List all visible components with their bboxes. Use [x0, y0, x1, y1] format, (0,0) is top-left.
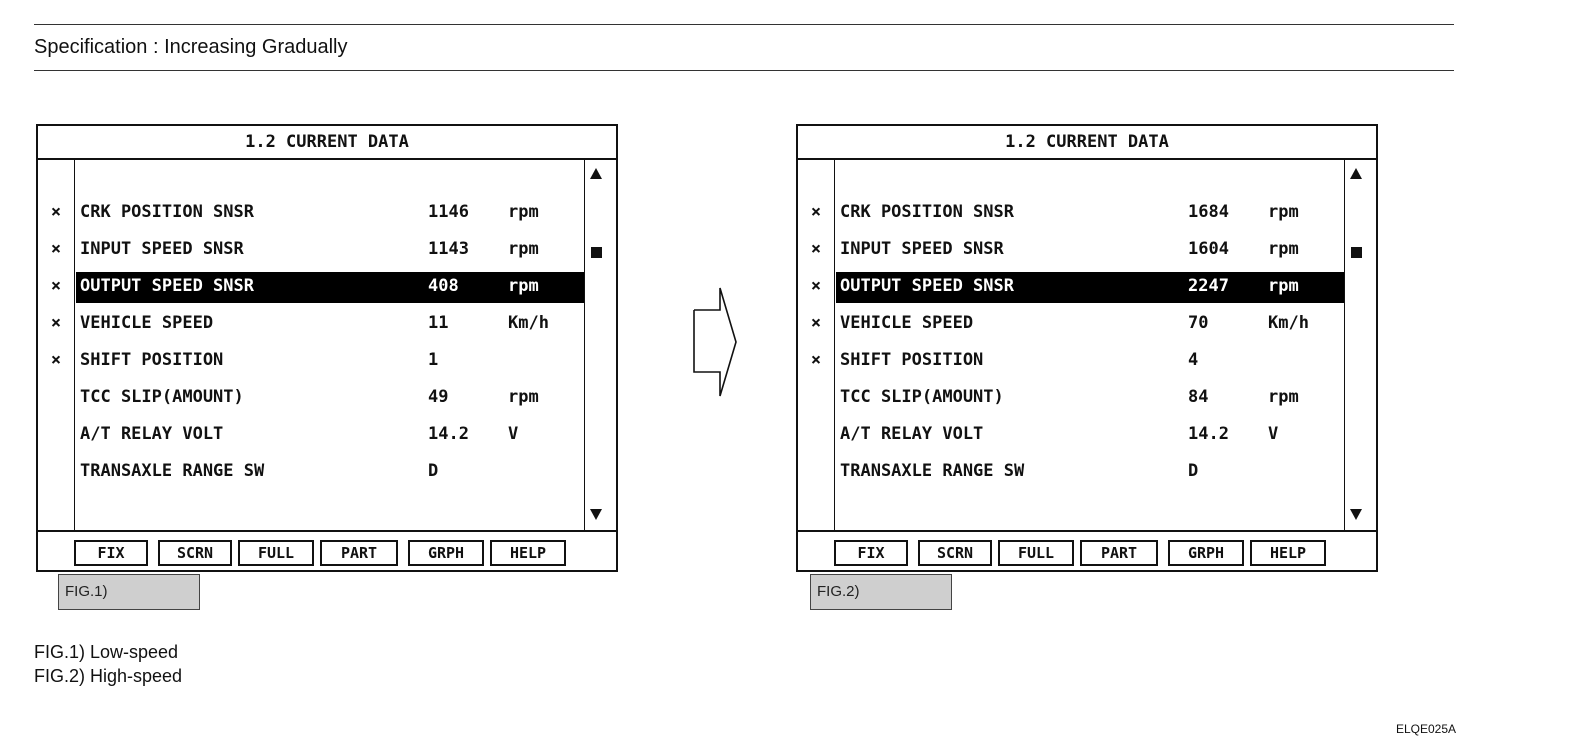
row-label: SHIFT POSITION — [80, 350, 224, 370]
row-unit: rpm — [1268, 239, 1299, 259]
scroll-down-arrow-icon[interactable] — [1350, 509, 1362, 520]
row-label: OUTPUT SPEED SNSR — [840, 276, 1014, 296]
scroll-up-arrow-icon[interactable] — [1350, 168, 1362, 179]
fix-button[interactable]: FIX — [834, 540, 908, 566]
row-label: CRK POSITION SNSR — [840, 202, 1014, 222]
data-row-tcc-slip[interactable] — [38, 381, 584, 418]
fix-mark: × — [50, 276, 62, 296]
data-row-vehicle-speed[interactable] — [798, 307, 1344, 344]
fix-mark: × — [50, 239, 62, 259]
row-label: VEHICLE SPEED — [80, 313, 214, 333]
function-bar-divider — [38, 530, 616, 532]
help-button[interactable]: HELP — [490, 540, 566, 566]
row-label: SHIFT POSITION — [840, 350, 984, 370]
data-list — [798, 196, 1344, 492]
right-arrow-icon — [690, 286, 740, 398]
data-row-crk-position[interactable] — [38, 196, 584, 233]
row-value: 84 — [1188, 387, 1209, 407]
data-row-at-relay-volt[interactable] — [798, 418, 1344, 455]
fix-mark: × — [810, 276, 822, 296]
scrollbar-thumb[interactable] — [591, 247, 602, 258]
row-value: 1143 — [428, 239, 469, 259]
row-value: D — [1188, 461, 1199, 481]
caption-fig2: FIG.2) High-speed — [34, 666, 183, 686]
row-value: 11 — [428, 313, 449, 333]
row-unit: Km/h — [1268, 313, 1309, 333]
row-value: 2247 — [1188, 276, 1229, 296]
fix-mark: × — [50, 202, 62, 222]
row-unit: V — [1268, 424, 1279, 444]
row-unit: rpm — [1268, 276, 1299, 296]
row-label: A/T RELAY VOLT — [80, 424, 224, 444]
data-row-output-speed-selected[interactable] — [38, 270, 584, 307]
row-unit: rpm — [508, 202, 539, 222]
row-unit: rpm — [1268, 202, 1299, 222]
data-row-crk-position[interactable] — [798, 196, 1344, 233]
row-unit: rpm — [508, 387, 539, 407]
row-unit: V — [508, 424, 519, 444]
row-value: 408 — [428, 276, 459, 296]
fix-mark: × — [810, 350, 822, 370]
data-row-transaxle-range[interactable] — [38, 455, 584, 492]
scrn-button[interactable]: SCRN — [158, 540, 232, 566]
row-value: 1146 — [428, 202, 469, 222]
figure-code: ELQE025A — [1395, 722, 1456, 736]
row-unit: rpm — [1268, 387, 1299, 407]
part-button[interactable]: PART — [1080, 540, 1158, 566]
row-label: INPUT SPEED SNSR — [840, 239, 1004, 259]
row-value: 70 — [1188, 313, 1209, 333]
scroll-column-divider — [584, 159, 585, 531]
row-value: D — [428, 461, 439, 481]
current-data-panel-2 — [796, 124, 1378, 572]
row-value: 14.2 — [428, 424, 469, 444]
row-unit: Km/h — [508, 313, 549, 333]
row-label: VEHICLE SPEED — [840, 313, 974, 333]
specification-text: Specification : Increasing Gradually — [34, 36, 348, 58]
help-button[interactable]: HELP — [1250, 540, 1326, 566]
row-value: 1604 — [1188, 239, 1229, 259]
panel-title: 1.2 CURRENT DATA — [798, 126, 1376, 160]
function-bar-divider — [798, 530, 1376, 532]
scroll-up-arrow-icon[interactable] — [590, 168, 602, 179]
row-label: CRK POSITION SNSR — [80, 202, 254, 222]
row-label: TCC SLIP(AMOUNT) — [840, 387, 1004, 407]
data-row-tcc-slip[interactable] — [798, 381, 1344, 418]
scroll-down-arrow-icon[interactable] — [590, 509, 602, 520]
figure-tag-2: FIG.2) — [810, 574, 952, 610]
caption-fig1: FIG.1) Low-speed — [34, 642, 179, 662]
row-value: 4 — [1188, 350, 1199, 370]
row-value: 1684 — [1188, 202, 1229, 222]
data-list — [38, 196, 584, 492]
row-label: TCC SLIP(AMOUNT) — [80, 387, 244, 407]
row-value: 14.2 — [1188, 424, 1229, 444]
top-rule — [34, 24, 1454, 25]
scrollbar-thumb[interactable] — [1351, 247, 1362, 258]
fix-mark: × — [50, 350, 62, 370]
fix-mark: × — [810, 202, 822, 222]
data-row-input-speed[interactable] — [38, 233, 584, 270]
fix-button[interactable]: FIX — [74, 540, 148, 566]
row-label: TRANSAXLE RANGE SW — [840, 461, 1025, 481]
data-row-input-speed[interactable] — [798, 233, 1344, 270]
row-value: 49 — [428, 387, 449, 407]
grph-button[interactable]: GRPH — [408, 540, 484, 566]
data-row-shift-position[interactable] — [38, 344, 584, 381]
spec-rule — [34, 70, 1454, 71]
row-value: 1 — [428, 350, 439, 370]
scrn-button[interactable]: SCRN — [918, 540, 992, 566]
data-row-transaxle-range[interactable] — [798, 455, 1344, 492]
fix-mark: × — [810, 239, 822, 259]
figure-tag-1: FIG.1) — [58, 574, 200, 610]
data-row-shift-position[interactable] — [798, 344, 1344, 381]
part-button[interactable]: PART — [320, 540, 398, 566]
row-unit: rpm — [508, 239, 539, 259]
grph-button[interactable]: GRPH — [1168, 540, 1244, 566]
fix-mark: × — [810, 313, 822, 333]
row-unit: rpm — [508, 276, 539, 296]
data-row-vehicle-speed[interactable] — [38, 307, 584, 344]
data-row-output-speed-selected[interactable] — [798, 270, 1344, 307]
fix-mark: × — [50, 313, 62, 333]
full-button[interactable]: FULL — [998, 540, 1074, 566]
data-row-at-relay-volt[interactable] — [38, 418, 584, 455]
row-label: OUTPUT SPEED SNSR — [80, 276, 254, 296]
row-label: INPUT SPEED SNSR — [80, 239, 244, 259]
full-button[interactable]: FULL — [238, 540, 314, 566]
scroll-column-divider — [1344, 159, 1345, 531]
row-label: TRANSAXLE RANGE SW — [80, 461, 265, 481]
panel-title: 1.2 CURRENT DATA — [38, 126, 616, 160]
current-data-panel-1 — [36, 124, 618, 572]
row-label: A/T RELAY VOLT — [840, 424, 984, 444]
